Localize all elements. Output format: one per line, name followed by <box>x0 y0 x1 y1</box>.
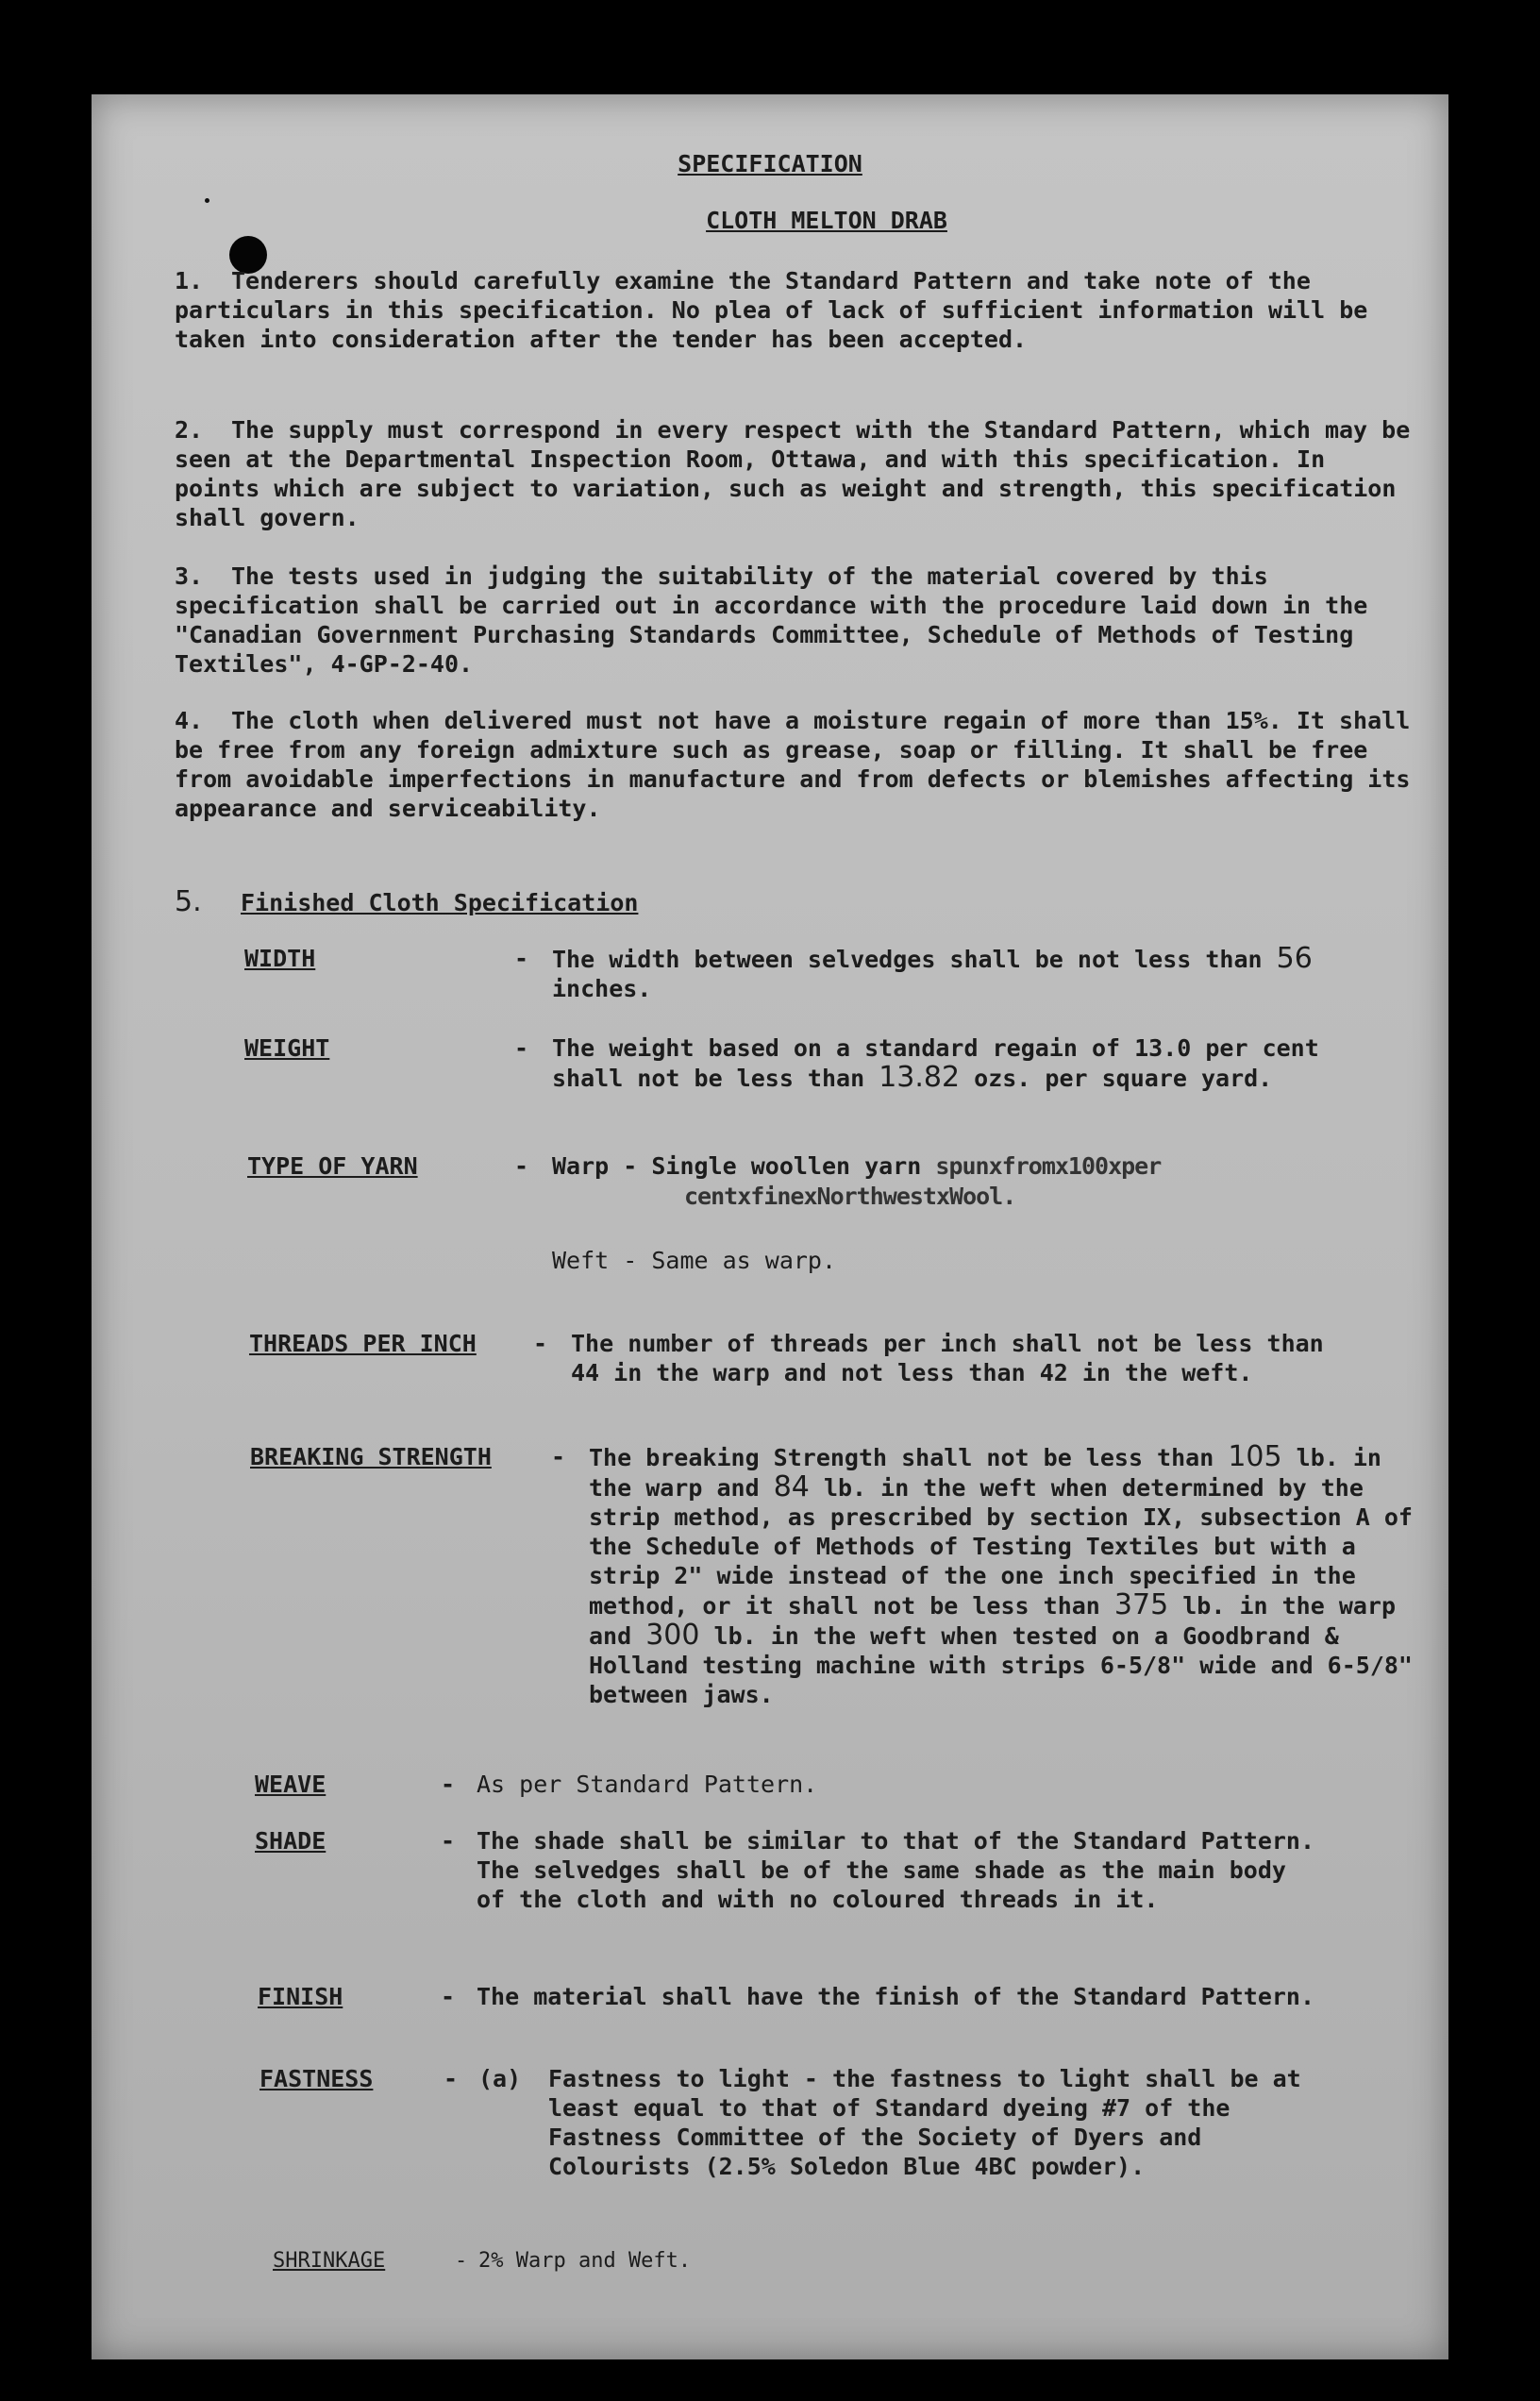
spec-dash: - <box>514 1034 529 1062</box>
spec-label-threads: THREADS PER INCH <box>249 1330 477 1357</box>
spec-text: lb. in the warp and <box>589 1592 1411 1650</box>
warp-text: Warp - Single woollen yarn <box>552 1152 922 1180</box>
spec-desc-threads: The number of threads per inch shall not be less than 44 in the warp and not less than 42 in the weft. <box>571 1330 1338 1386</box>
spec-dash: - <box>441 1983 456 2010</box>
struck-text: spunxfromx100xper <box>935 1152 1162 1180</box>
spec-text: The breaking Strength shall not be less than <box>589 1444 1214 1471</box>
paragraph-text: The tests used in judging the suitability of the material covered by this specification shall be carried out in accordance with the procedure laid down in the "Canadian Government Purchasing Standards Committee, Schedule of Methods of Testing Textiles", 4-GP-2-40. <box>175 562 1382 678</box>
handwritten-value: 375 <box>1113 1588 1169 1621</box>
paragraph-number: 3. <box>175 562 204 590</box>
spec-dash: - <box>441 1771 456 1798</box>
spec-text: when determined by the strip method, as prescribed by section IX, subsection A of the Schedule of Methods of Testing Textiles but with a strip 2" wide instead of the one inch specified in the method, or it shall not be less than <box>589 1474 1428 1620</box>
spec-desc-weight <box>552 1033 1333 1094</box>
handwritten-value: 56 <box>1276 942 1313 975</box>
handwritten-value: 300 <box>645 1619 700 1652</box>
spec-label-finish: FINISH <box>258 1983 343 2010</box>
speck <box>205 198 209 203</box>
spec-text: lb. in the warp and <box>589 1444 1397 1502</box>
spec-label-shrinkage: SHRINKAGE <box>273 2249 386 2273</box>
spec-dash: - <box>551 1443 566 1470</box>
spec-dash: - <box>533 1330 548 1357</box>
spec-text: The width between selvedges shall be not less than <box>552 946 1263 973</box>
section-number: 5. <box>175 885 202 918</box>
spec-desc-shade: The shade shall be similar to that of the Standard Pattern. The selvedges shall be of the same shade as the main body of the cloth and with no coloured threads in it. <box>477 1827 1330 1913</box>
spec-desc-weave: As per Standard Pattern. <box>477 1771 818 1798</box>
document-page <box>92 94 1448 2359</box>
paragraph-3 <box>175 562 1411 679</box>
document-subtitle: CLOTH MELTON DRAB <box>706 207 947 234</box>
spec-label-width: WIDTH <box>244 945 316 972</box>
spec-desc-shrinkage: 2% Warp and Weft. <box>478 2249 692 2273</box>
handwritten-value: 84 <box>773 1470 810 1503</box>
spec-desc-breaking <box>589 1440 1428 1709</box>
spec-desc-finish: The material shall have the finish of the Standard Pattern. <box>477 1983 1315 2010</box>
section-5-heading <box>175 887 638 917</box>
paragraph-text: The supply must correspond in every respect with the Standard Pattern, which may be seen at the Departmental Inspection Room, Ottawa, and with this specification. In points which are subject to variation, such as weight and strength, this specification shall govern. <box>175 416 1425 531</box>
paragraph-number: 2. <box>175 416 204 444</box>
spec-dash: - <box>455 2249 468 2273</box>
section-heading-text: Finished Cloth Specification <box>241 889 639 916</box>
spec-label-breaking: BREAKING STRENGTH <box>250 1443 492 1470</box>
spec-desc-yarn-warp <box>552 1151 1401 1181</box>
spec-label-shade: SHADE <box>255 1827 326 1855</box>
struck-text-line-2: centxfinexNorthwestxWool. <box>684 1183 1016 1210</box>
handwritten-value: 105 <box>1228 1440 1282 1473</box>
document-title: SPECIFICATION <box>678 150 862 177</box>
handwritten-value: 13.82 <box>879 1061 961 1094</box>
paragraph-1 <box>175 266 1411 354</box>
spec-dash: - <box>444 2065 459 2092</box>
paragraph-number: 4. <box>175 707 204 734</box>
spec-desc-yarn-weft: Weft - Same as warp. <box>552 1247 837 1274</box>
spec-text-after: ozs. per square yard. <box>974 1065 1273 1092</box>
paragraph-4 <box>175 706 1425 823</box>
spec-dash: - <box>441 1827 456 1855</box>
spec-label-fastness: FASTNESS <box>259 2065 374 2092</box>
spec-text: The weight based on a standard regain of 13.0 per cent shall not be less than <box>552 1034 1333 1092</box>
paragraph-number: 1. <box>175 267 204 294</box>
spec-text-after: inches. <box>552 975 652 1002</box>
paragraph-2 <box>175 415 1425 532</box>
spec-dash: - <box>514 945 529 972</box>
spec-label-weave: WEAVE <box>255 1771 326 1798</box>
spec-text: lb. in the weft <box>823 1474 1037 1502</box>
paragraph-text: The cloth when delivered must not have a moisture regain of more than 15%. It shall be free from any foreign admixture such as grease, soap or filling. It shall be free from avoidable imperfections in manufacture and from defects or blemishes affecting its appearance and serviceability. <box>175 707 1425 822</box>
spec-dash: - <box>514 1152 529 1180</box>
spec-desc-fastness: Fastness to light - the fastness to light shall be at least equal to that of Standard dyeing #7 of the Fastness Committee of the Society of Dyers and Colourists (2.5% Soledon Blue 4BC powder). <box>548 2065 1315 2180</box>
fastness-prefix: (a) <box>478 2065 522 2092</box>
spec-label-yarn: TYPE OF YARN <box>247 1152 418 1180</box>
spec-desc-width <box>552 944 1326 1003</box>
paragraph-text: Tenderers should carefully examine the Standard Pattern and take note of the particulars in this specification. No plea of lack of sufficient information will be taken into consideration after the tender has been accepted. <box>175 267 1382 353</box>
spec-label-weight: WEIGHT <box>244 1034 330 1062</box>
spec-text: lb. in the weft when tested on a Goodbrand & Holland testing machine with strips 6-5/8" wide and 6-5/8" between jaws. <box>589 1622 1428 1708</box>
